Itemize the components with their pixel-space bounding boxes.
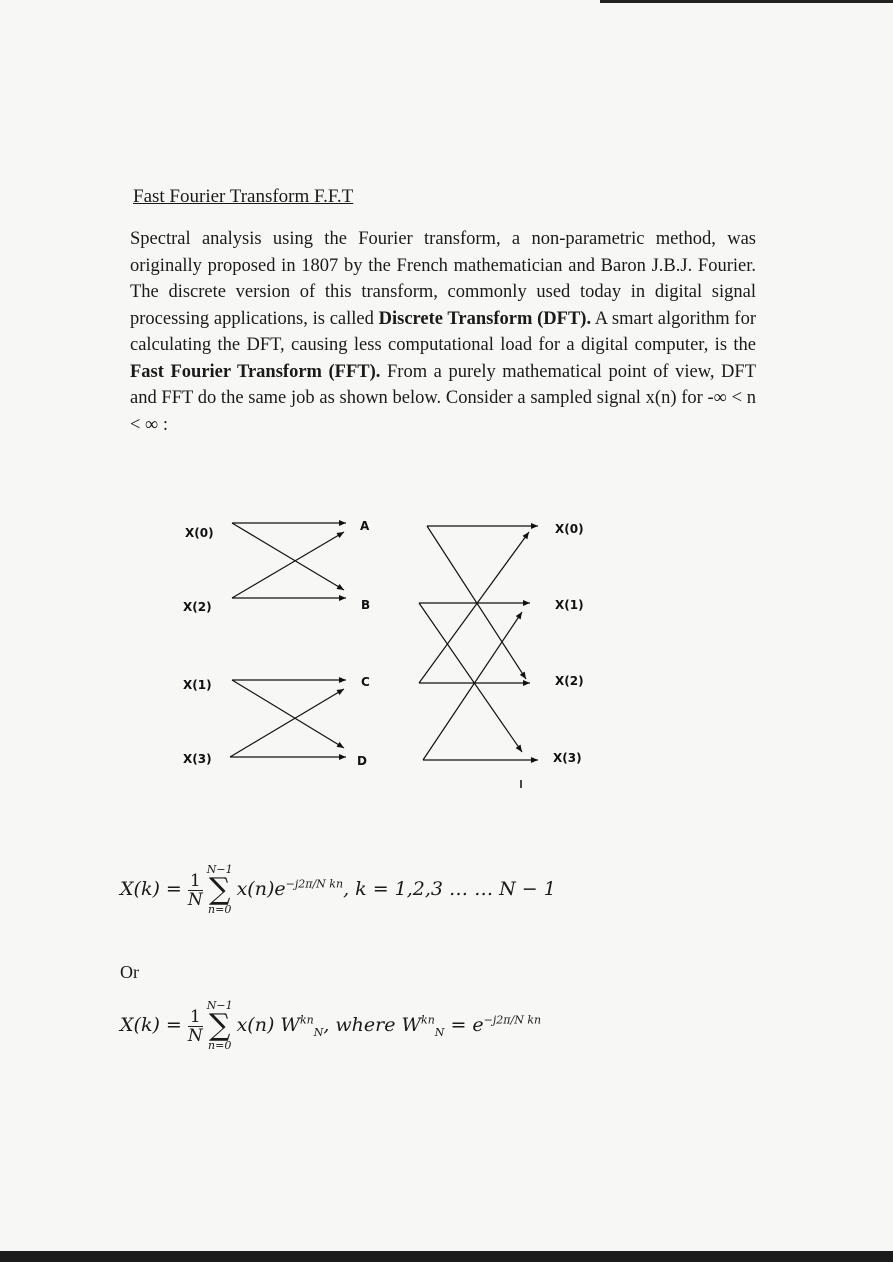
eq1-lhs: X(k) = [120,878,182,900]
para-bold-dft: Discrete Transform (DFT). [378,308,592,329]
output-label: X(3) [553,751,582,765]
eq1-sum: N−1 ∑ n=0 [206,863,233,916]
eq2-sup1: kn [299,1013,314,1027]
node-label: A [360,519,370,533]
input-label: X(2) [183,600,212,614]
arrow [419,532,529,683]
section-title: Fast Fourier Transform F.F.T [133,186,354,207]
node-label: D [357,754,367,768]
eq2-rhs: = e [444,1014,484,1036]
arrow [419,603,522,752]
eq2-sub1: N [313,1025,324,1039]
node-label: B [361,598,371,612]
eq1-fraction [188,872,203,909]
input-label: X(1) [183,678,212,692]
eq2-lhs: X(k) = [120,1014,182,1036]
arrow [423,612,522,760]
arrow [232,680,344,748]
arrow [230,689,344,757]
eq2-fraction [188,1008,203,1045]
eq2-body: x(n) W [236,1014,300,1036]
dft-equation [120,864,556,916]
output-label: X(2) [555,674,584,688]
eq2-sub2: N [434,1025,445,1039]
intro-paragraph [130,226,756,438]
para-text-1: Spectral analysis using the Fourier transform, a non-parametric method, was originally proposed in 1807 by the French mathematician and Baron J.B.J. Fourier. The discrete version of this transform, commonly used today in digital signal processing applications, is called [130,229,756,329]
input-label: X(0) [185,526,214,540]
eq2-denominator: N [187,1025,203,1046]
eq1-exponent: −j2π/N kn [285,877,344,891]
eq2-numerator: 1 [188,1008,203,1027]
eq2-exponent: −j2π/N kn [483,1013,542,1027]
arrow [232,523,344,590]
eq1-lower-limit: n=0 [208,903,232,916]
butterfly-diagram [170,500,610,800]
page-bottom-edge [0,1251,893,1262]
eq1-denominator: N [187,889,203,910]
para-bold-fft: Fast Fourier Transform (FFT). [130,361,381,382]
eq1-numerator: 1 [188,872,203,891]
para-text-3: From a purely mathematical point of view, DFT and FFT do the same job as shown below. Consider a sampled signal x(n) for -∞ < n < ∞ : [130,361,756,435]
page-top-edge [600,0,893,3]
arrow [232,532,344,598]
para-text-2: A smart algorithm for calculating the DFT, causing less computational load for a digital computer, is the [130,308,756,355]
eq1-body: x(n)e [236,878,286,900]
output-label: X(0) [555,522,584,536]
eq2-sum: N−1 ∑ n=0 [206,999,233,1052]
eq2-where: , where W [323,1014,422,1036]
node-label: C [361,675,370,689]
eq2-lower-limit: n=0 [208,1039,232,1052]
eq2-upper-limit: N−1 [206,999,233,1012]
input-label: X(3) [183,752,212,766]
eq1-tail: , k = 1,2,3 … … N − 1 [343,878,556,900]
or-text: Or [120,962,139,982]
eq2-sup2: kn [421,1013,435,1027]
eq1-upper-limit: N−1 [206,863,233,876]
dft-twiddle-equation [120,1000,541,1052]
output-label: X(1) [555,598,584,612]
